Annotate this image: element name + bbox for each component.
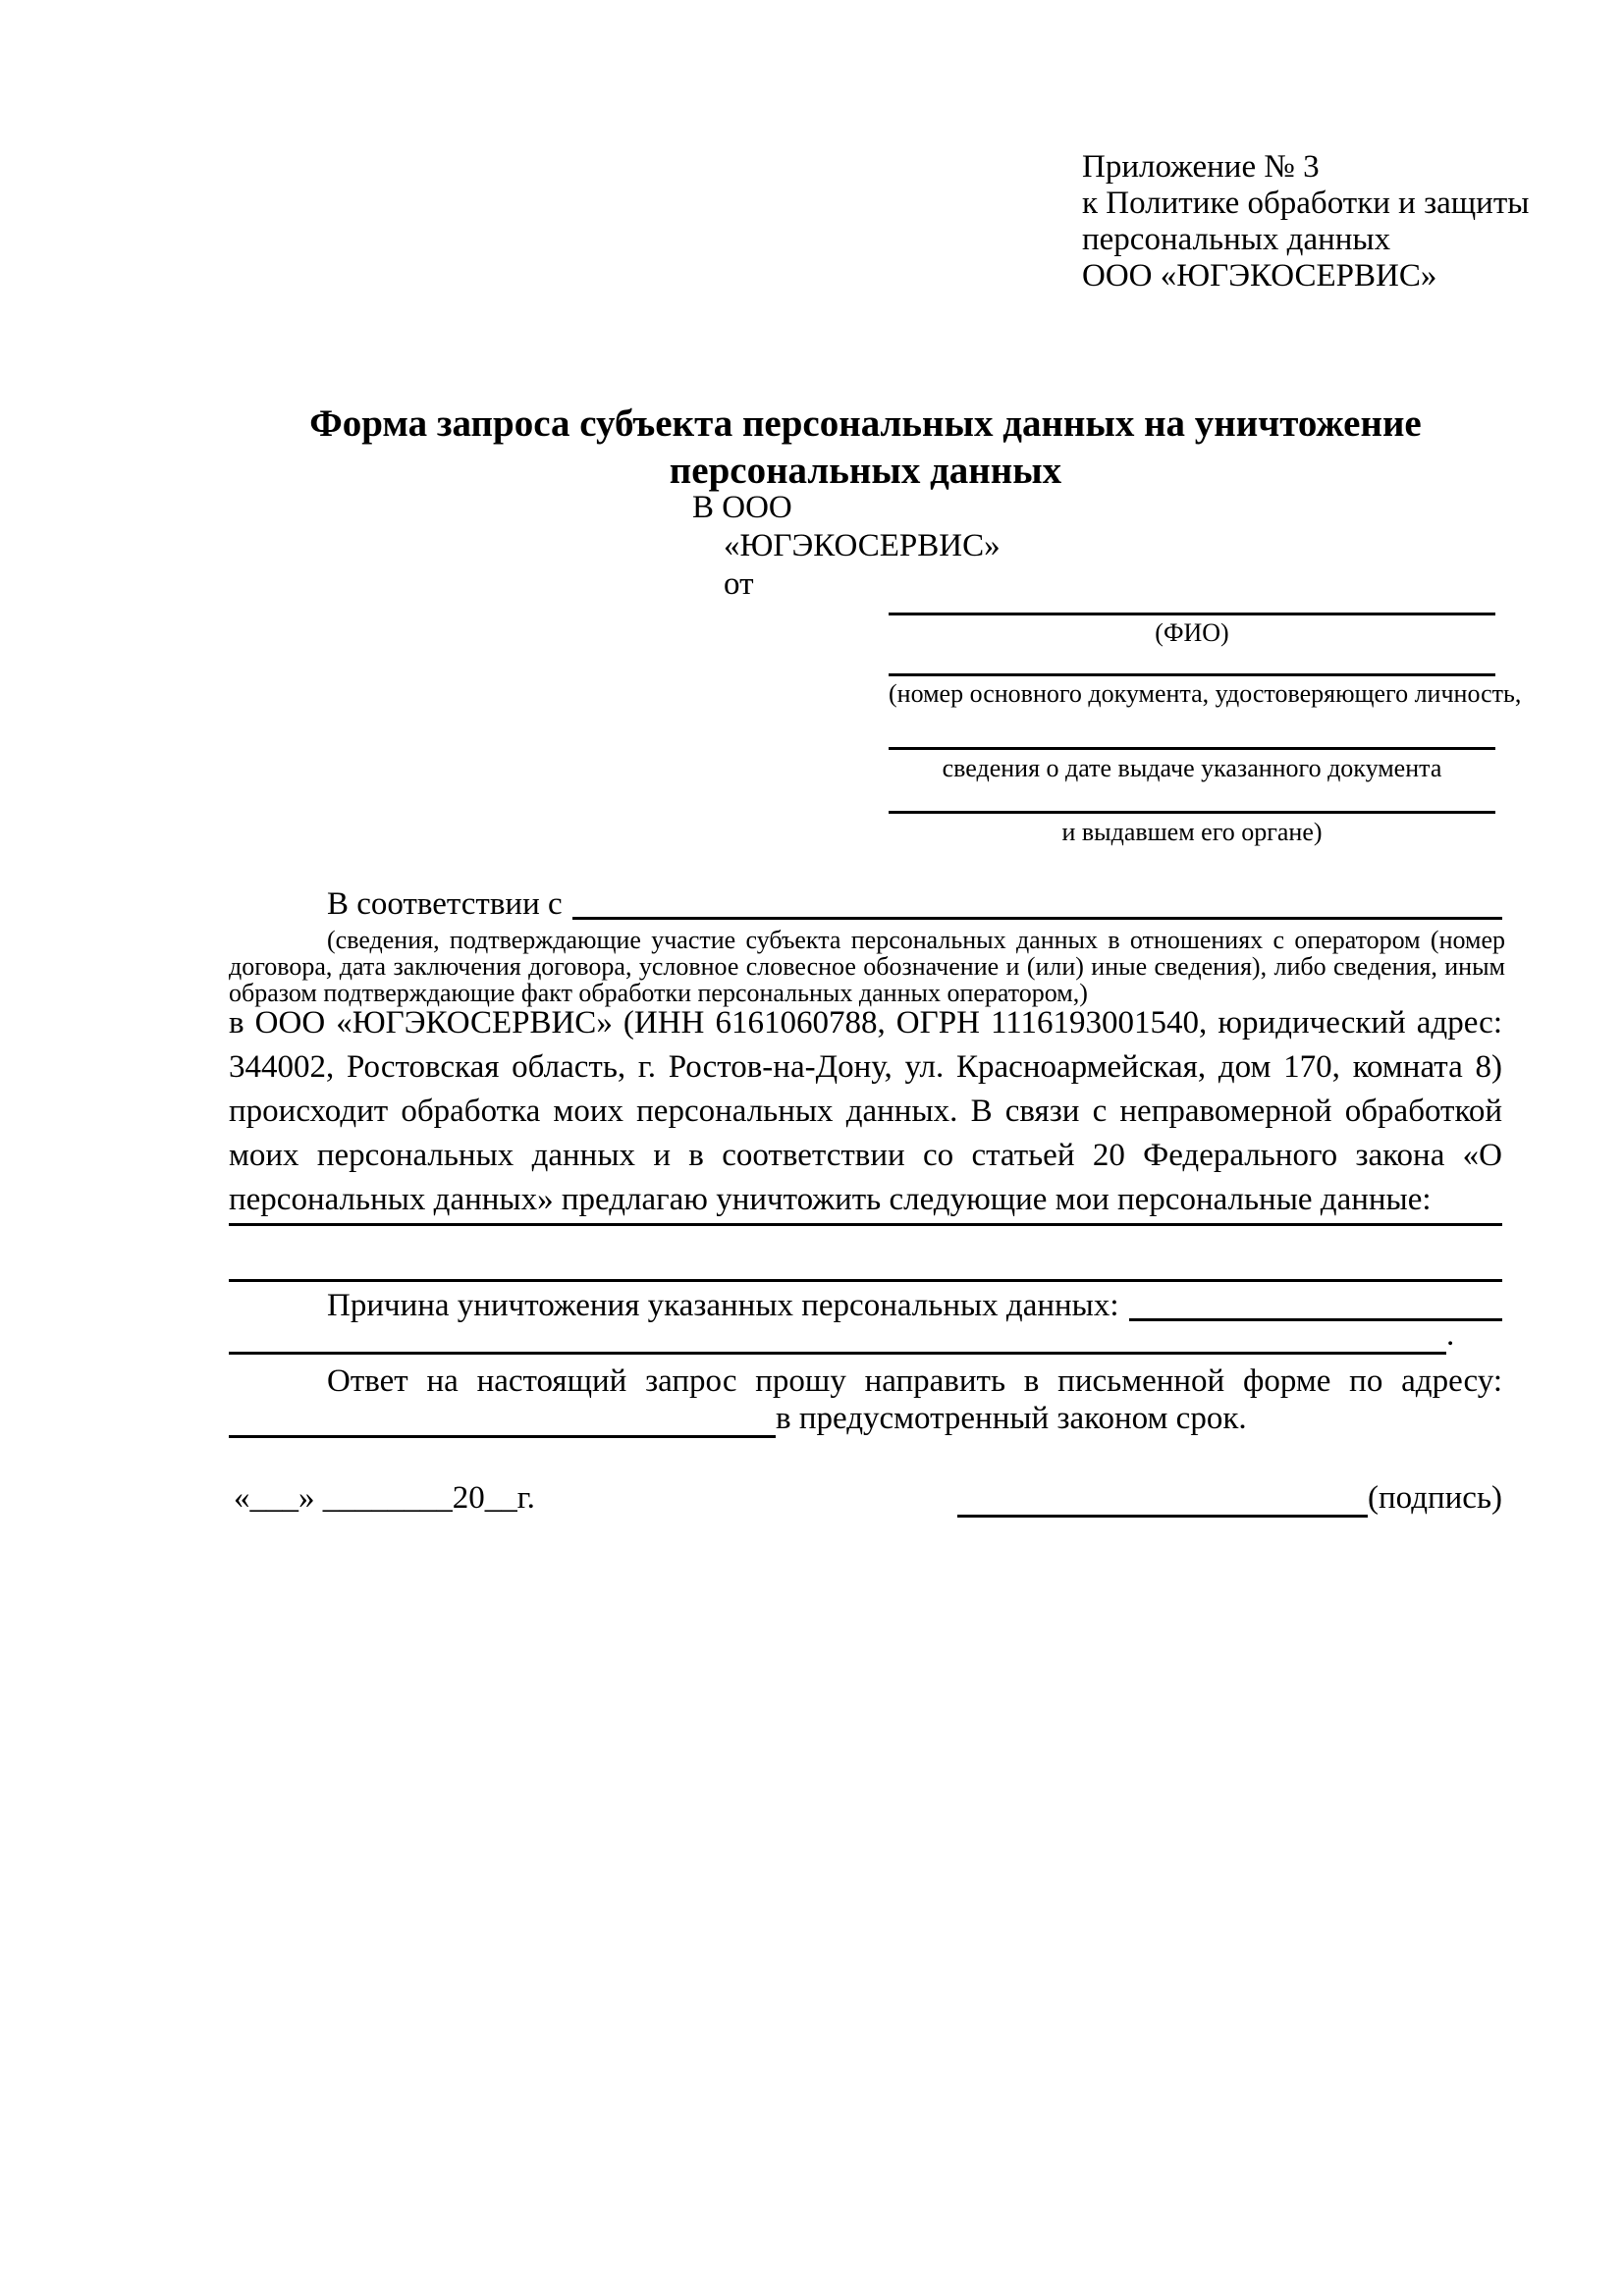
date-signature-row — [234, 1478, 1502, 1518]
fio-write-in-line — [889, 613, 1495, 615]
accordance-lead: В соответствии с — [327, 886, 563, 922]
document-title-line-1: Форма запроса субъекта персональных данных на уничтожение — [309, 402, 1422, 445]
addressee-from-label: от — [724, 566, 754, 602]
reason-write-in-line-2 — [229, 1316, 1446, 1355]
annex-header-line: Приложение № 3 — [1082, 149, 1320, 185]
signature-caption: (подпись) — [1368, 1480, 1502, 1516]
id-document-write-in-line-1 — [889, 673, 1495, 676]
reason-continuation-row — [229, 1316, 1502, 1355]
reply-request-line-2 — [229, 1400, 1502, 1438]
annex-header-line: к Политике обработки и защиты — [1082, 186, 1530, 221]
id-document-write-in-line-2 — [889, 747, 1495, 750]
accordance-row — [229, 884, 1502, 924]
signature-write-in-line — [957, 1478, 1368, 1518]
id-document-caption-3: и выдавшем его органе) — [1061, 818, 1323, 846]
id-document-caption-2: сведения о дате выдаче указанного документа — [942, 754, 1442, 782]
addressee-block — [692, 489, 1001, 604]
reason-label: Причина уничтожения указанных персональных данных: — [327, 1288, 1119, 1323]
annex-header-block — [1082, 149, 1529, 294]
id-document-write-in-line-3 — [889, 811, 1495, 814]
small-print-note: (сведения, подтверждающие участие субъекта персональных данных в отношениях с оператором (номер договора, дата заключения договора, условное словесное обозначение и (или) иные сведения), либо сведения, иным образом подтверждающие факт обработки персональных данных оператором,) — [229, 926, 1505, 1007]
signature-block — [957, 1478, 1502, 1518]
reply-request-line-1: Ответ на настоящий запрос прошу направить в письменной форме по адресу: — [327, 1363, 1502, 1399]
date-placeholder: «___» ________20__г. — [234, 1480, 535, 1516]
sentence-period: . — [1446, 1317, 1455, 1353]
reply-address-write-in-line — [229, 1400, 776, 1438]
document-title — [229, 400, 1502, 495]
document-title-line-2: персональных данных — [669, 450, 1062, 492]
addressee-company-prefix: В ООО — [692, 490, 792, 525]
body-paragraph: в ООО «ЮГЭКОСЕРВИС» (ИНН 6161060788, ОГРН 1116193001540, юридический адрес: 344002, Ростовская область, г. Ростов-на-Дону, ул. Красноармейская, дом 170, комната 8) происходит обработка моих персональных данных. В связи с неправомерной обработкой моих персональных данных и в соответствии со статьей 20 Федерального закона «О персональных данных» предлагаю уничтожить следующие мои персональные данные: — [229, 1005, 1502, 1217]
data-write-in-line-2 — [229, 1279, 1502, 1282]
addressee-company-name: «ЮГЭКОСЕРВИС» — [724, 528, 1001, 563]
fio-caption: (ФИО) — [1155, 618, 1229, 647]
id-document-caption-1: (номер основного документа, удостоверяющего личность, — [889, 679, 1522, 708]
accordance-write-in-line — [572, 884, 1502, 920]
data-write-in-line-1 — [229, 1223, 1502, 1226]
annex-header-line: ООО «ЮГЭКОСЕРВИС» — [1082, 258, 1437, 294]
reply-request-line-2-text: в предусмотренный законом срок. — [776, 1401, 1247, 1436]
annex-header-line: персональных данных — [1082, 222, 1391, 257]
